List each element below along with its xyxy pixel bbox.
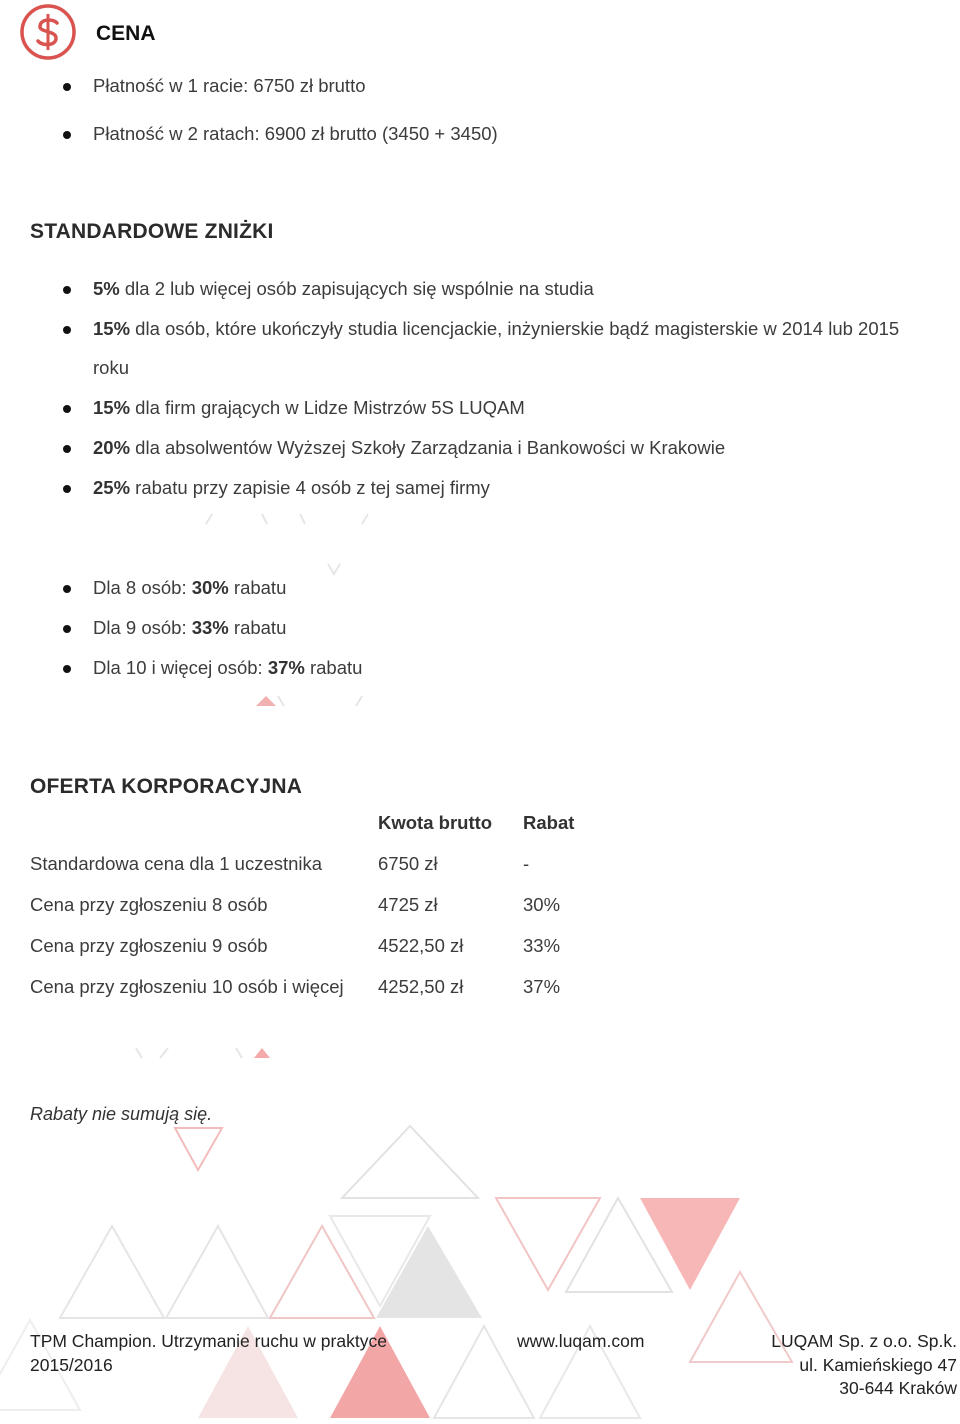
price-item-1: Płatność w 1 racie: 6750 zł brutto: [93, 75, 366, 96]
group-prefix: Dla 8 osób:: [93, 577, 192, 598]
table-row-discount: 30%: [523, 894, 561, 915]
discount-text: dla absolwentów Wyższej Szkoły Zarządzania i Bankowości w Krakowie: [130, 437, 726, 458]
table-row-discount: -: [523, 853, 530, 874]
group-suffix: rabatu: [304, 657, 363, 678]
footer-company-name: LUQAM Sp. z o.o. Sp.k.: [771, 1331, 957, 1351]
group-percent: 37%: [267, 657, 305, 678]
discount-note: Rabaty nie sumują się.: [30, 1104, 213, 1124]
group-prefix: Dla 10 i więcej osób:: [93, 657, 268, 678]
corporate-heading: OFERTA KORPORACYJNA: [30, 775, 303, 798]
footer-course-title: TPM Champion. Utrzymanie ruchu w praktyce: [30, 1331, 387, 1351]
footer-website: www.luqam.com: [517, 1331, 645, 1351]
footer-year: 2015/2016: [30, 1354, 113, 1375]
bullet-icon: [63, 665, 71, 673]
discount-text: rabatu przy zapisie 4 osób z tej samej firmy: [130, 477, 490, 498]
page-title: CENA: [96, 22, 156, 45]
bullet-icon: [63, 326, 71, 334]
bullet-icon: [63, 131, 71, 139]
bullet-icon: [63, 585, 71, 593]
discount-percent: 15%: [93, 397, 131, 418]
table-row-discount: 37%: [523, 976, 561, 997]
discount-percent: 5%: [93, 278, 120, 299]
table-row-label: Cena przy zgłoszeniu 9 osób: [30, 935, 268, 956]
discounts-heading: STANDARDOWE ZNIŻKI: [30, 220, 274, 243]
table-row-label: Cena przy zgłoszeniu 10 osób i więcej: [30, 976, 344, 997]
bullet-icon: [63, 625, 71, 633]
group-discount-10: [93, 657, 362, 679]
discount-item-2-continuation: roku: [93, 357, 129, 378]
group-percent: 30%: [191, 577, 229, 598]
bullet-icon: [63, 485, 71, 493]
footer-left: [30, 1330, 387, 1377]
footer-company-address: [771, 1330, 957, 1401]
dollar-circle-icon: [18, 2, 78, 62]
discount-item-5: [93, 477, 490, 499]
discount-text: dla 2 lub więcej osób zapisujących się wspólnie na studia: [119, 278, 594, 299]
group-discount-9: [93, 617, 286, 639]
discount-percent: 25%: [93, 477, 131, 498]
bullet-icon: [63, 445, 71, 453]
discount-percent: 15%: [93, 318, 131, 339]
table-row-amount: 4252,50 zł: [378, 976, 464, 997]
bullet-icon: [63, 83, 71, 91]
table-row-amount: 6750 zł: [378, 853, 438, 874]
table-row-discount: 33%: [523, 935, 561, 956]
group-suffix: rabatu: [228, 577, 287, 598]
column-header-amount: Kwota brutto: [378, 812, 493, 833]
table-row-amount: 4522,50 zł: [378, 935, 464, 956]
group-prefix: Dla 9 osób:: [93, 617, 192, 638]
discount-text: dla osób, które ukończyły studia licencjackie, inżynierskie bądź magisterskie w 2014 lub 2015: [130, 318, 900, 339]
table-row-label: Cena przy zgłoszeniu 8 osób: [30, 894, 268, 915]
discount-item-4: [93, 437, 725, 459]
footer-city: 30-644 Kraków: [839, 1378, 957, 1398]
discount-item-2: [93, 318, 899, 340]
group-suffix: rabatu: [228, 617, 287, 638]
table-row-label: Standardowa cena dla 1 uczestnika: [30, 853, 323, 874]
column-header-discount: Rabat: [523, 812, 575, 833]
bullet-icon: [63, 405, 71, 413]
discount-text: dla firm grających w Lidze Mistrzów 5S LUQAM: [130, 397, 525, 418]
discount-item-3: [93, 397, 525, 419]
price-item-2: Płatność w 2 ratach: 6900 zł brutto (3450 + 3450): [93, 123, 498, 144]
bullet-icon: [63, 286, 71, 294]
footer-street: ul. Kamieńskiego 47: [799, 1354, 957, 1375]
discount-percent: 20%: [93, 437, 131, 458]
group-percent: 33%: [191, 617, 229, 638]
discount-item-1: [93, 278, 594, 300]
group-discount-8: [93, 577, 286, 599]
table-row-amount: 4725 zł: [378, 894, 438, 915]
